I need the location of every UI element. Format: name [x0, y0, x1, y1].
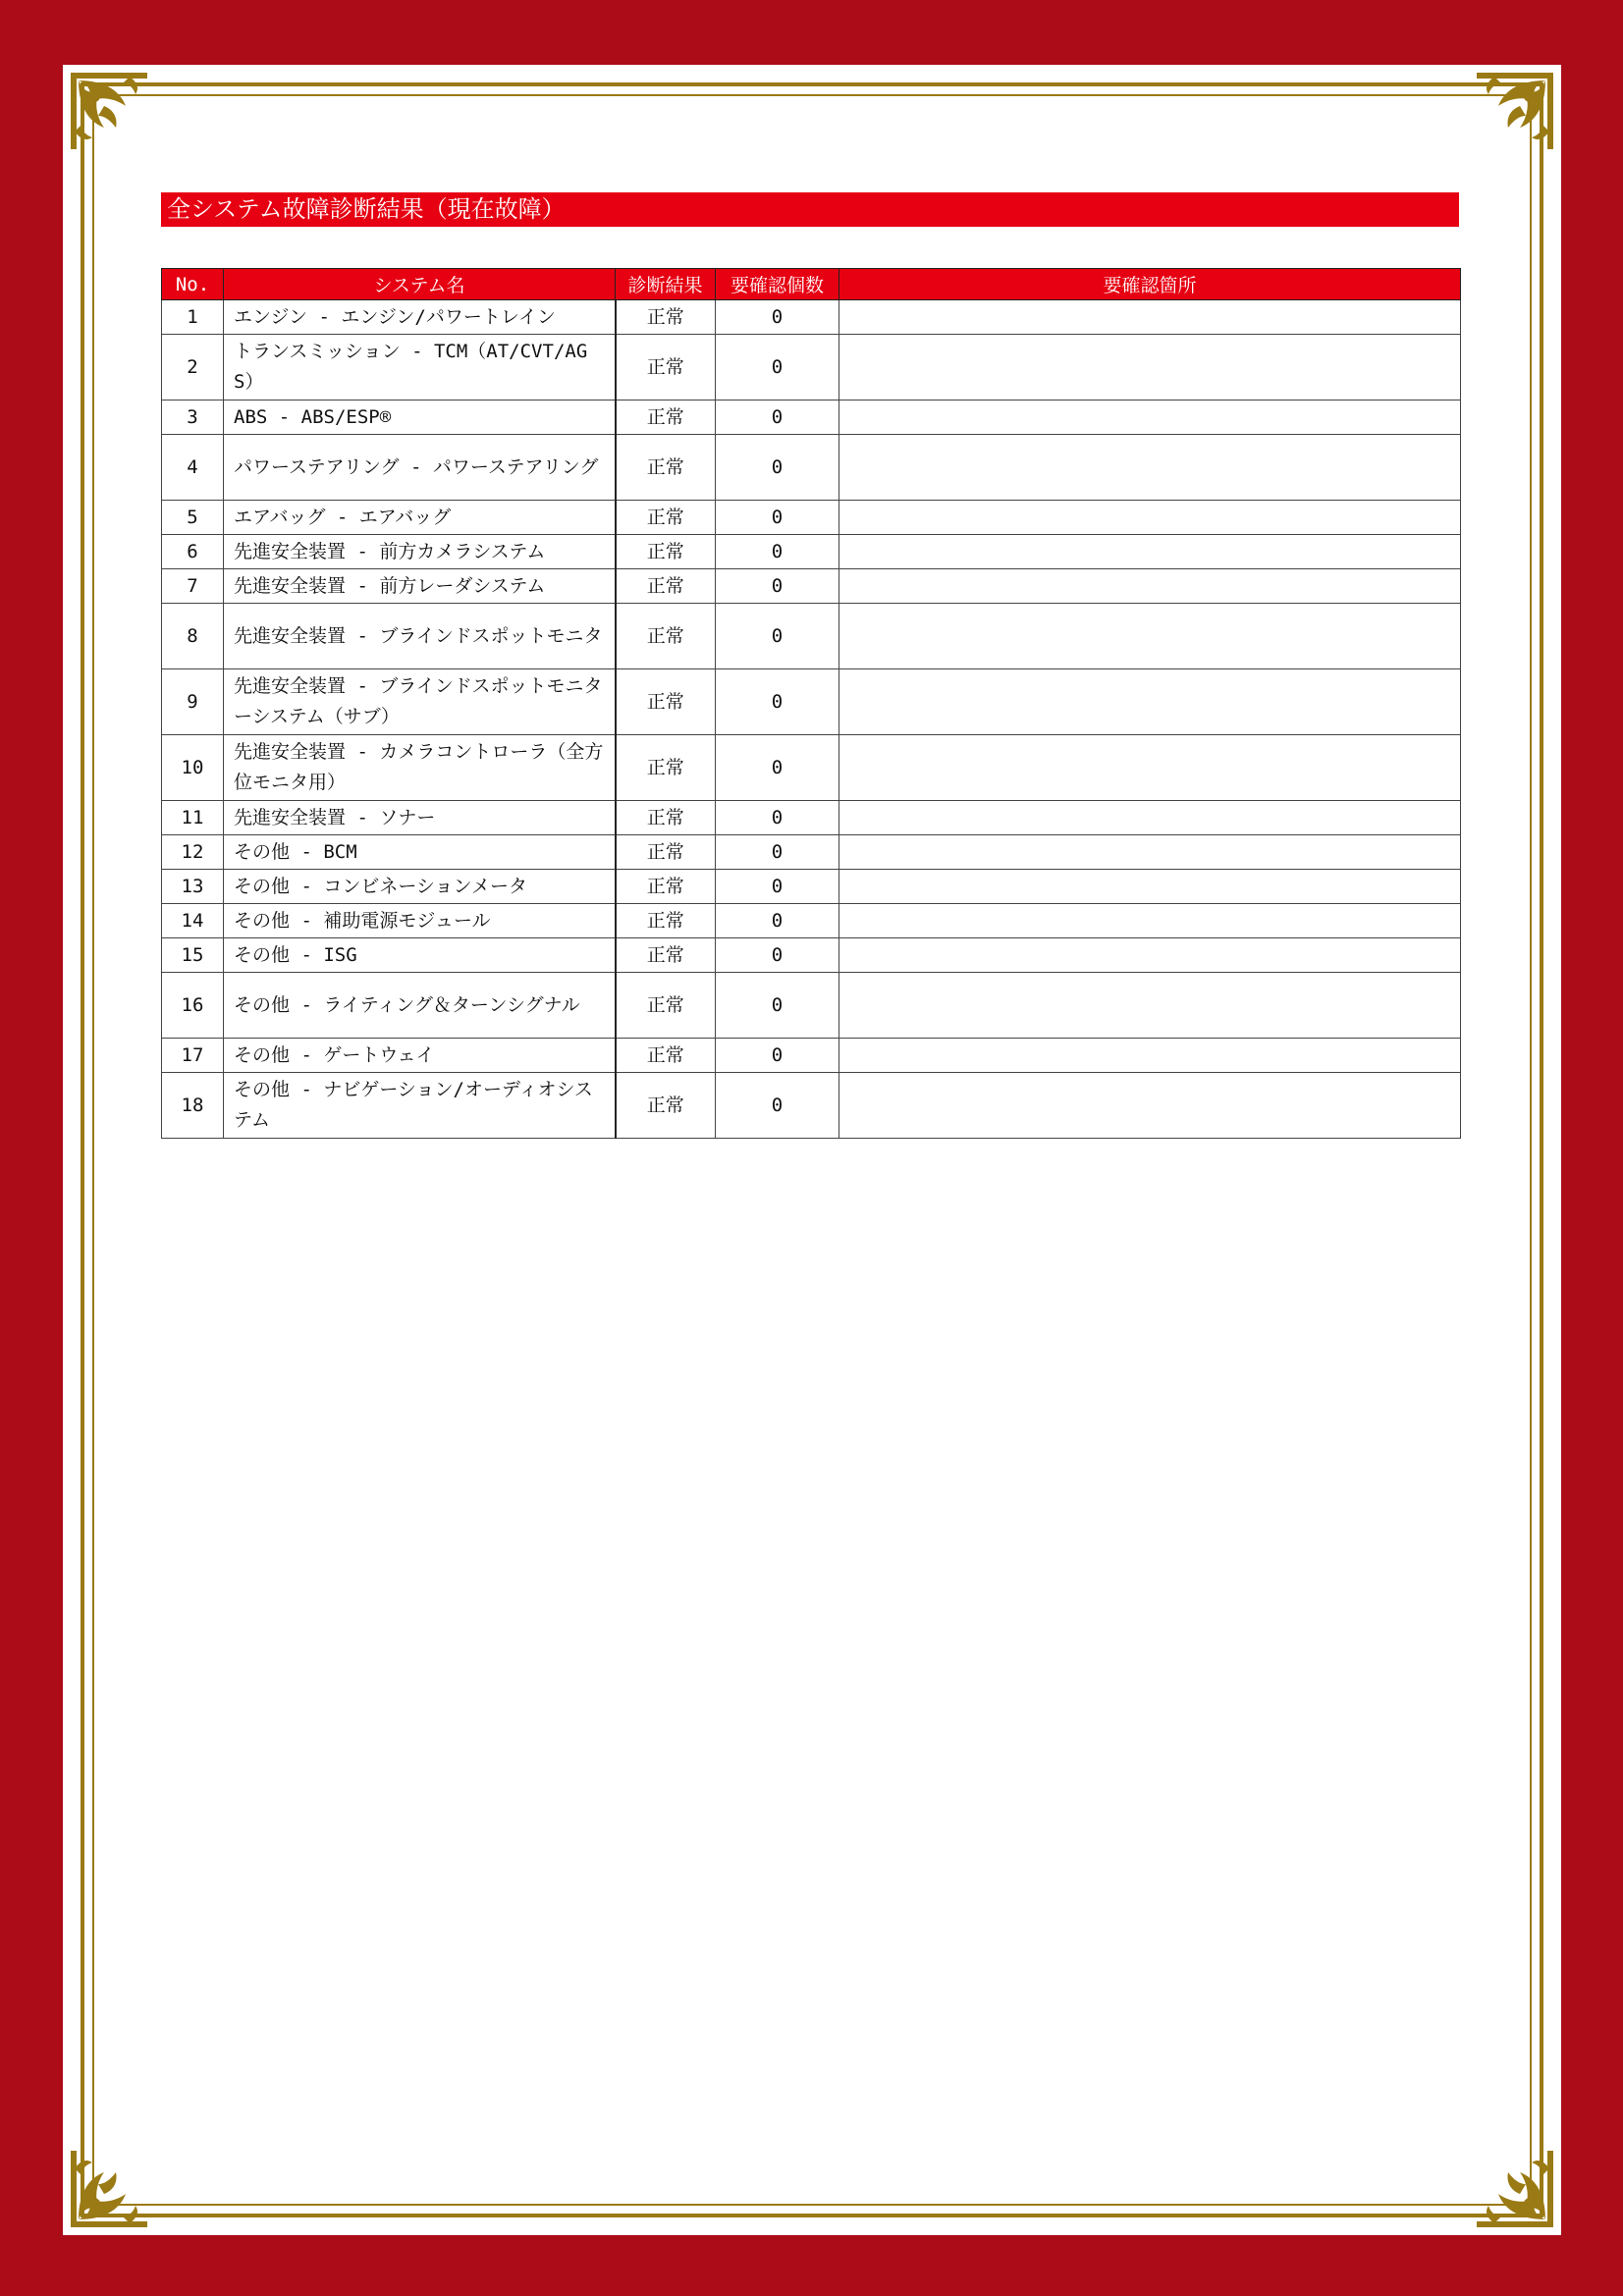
row-count: 0	[716, 801, 839, 835]
row-location	[839, 973, 1461, 1039]
row-location	[839, 300, 1461, 335]
corner-ornament-icon	[65, 2145, 153, 2233]
row-count: 0	[716, 669, 839, 735]
row-system-name: パワーステアリング - パワーステアリング	[224, 435, 616, 501]
row-system-name: エンジン - エンジン/パワートレイン	[224, 300, 616, 335]
corner-ornament-icon	[1471, 2145, 1559, 2233]
row-location	[839, 801, 1461, 835]
row-no: 7	[162, 569, 224, 604]
row-location	[839, 938, 1461, 973]
row-result: 正常	[616, 870, 716, 904]
row-system-name: その他 - コンビネーションメータ	[224, 870, 616, 904]
row-system-name: その他 - ISG	[224, 938, 616, 973]
header-system-name: システム名	[224, 269, 616, 300]
row-no: 15	[162, 938, 224, 973]
row-location	[839, 870, 1461, 904]
row-system-name: 先進安全装置 - ブラインドスポットモニターシステム（サブ）	[224, 669, 616, 735]
row-no: 3	[162, 400, 224, 435]
row-location	[839, 735, 1461, 801]
row-location	[839, 669, 1461, 735]
row-no: 13	[162, 870, 224, 904]
row-system-name: その他 - 補助電源モジュール	[224, 904, 616, 938]
row-system-name: その他 - ナビゲーション/オーディオシステム	[224, 1073, 616, 1139]
row-result: 正常	[616, 801, 716, 835]
row-no: 14	[162, 904, 224, 938]
row-count: 0	[716, 735, 839, 801]
table-row	[162, 335, 1461, 400]
row-result: 正常	[616, 604, 716, 669]
section-title: 全システム故障診断結果（現在故障）	[161, 192, 1459, 227]
table-row	[162, 1039, 1461, 1073]
row-system-name: トランスミッション - TCM（AT/CVT/AGS）	[224, 335, 616, 400]
row-location	[839, 604, 1461, 669]
diagnosis-table	[161, 268, 1461, 1139]
table-row	[162, 801, 1461, 835]
row-system-name: その他 - ライティング＆ターンシグナル	[224, 973, 616, 1039]
row-count: 0	[716, 604, 839, 669]
row-no: 4	[162, 435, 224, 501]
table-row	[162, 735, 1461, 801]
row-count: 0	[716, 973, 839, 1039]
table-row	[162, 835, 1461, 870]
table-row	[162, 938, 1461, 973]
row-count: 0	[716, 501, 839, 535]
row-system-name: ABS - ABS/ESP®	[224, 400, 616, 435]
table-row	[162, 1073, 1461, 1139]
row-result: 正常	[616, 335, 716, 400]
row-count: 0	[716, 1039, 839, 1073]
row-no: 6	[162, 535, 224, 569]
row-system-name: 先進安全装置 - ソナー	[224, 801, 616, 835]
row-system-name: エアバッグ - エアバッグ	[224, 501, 616, 535]
header-check-location: 要確認箇所	[839, 269, 1461, 300]
row-location	[839, 1073, 1461, 1139]
row-no: 9	[162, 669, 224, 735]
row-no: 17	[162, 1039, 224, 1073]
header-check-count: 要確認個数	[716, 269, 839, 300]
row-system-name: 先進安全装置 - 前方レーダシステム	[224, 569, 616, 604]
table-row	[162, 435, 1461, 501]
row-result: 正常	[616, 1039, 716, 1073]
table-row	[162, 973, 1461, 1039]
row-location	[839, 501, 1461, 535]
row-result: 正常	[616, 973, 716, 1039]
row-count: 0	[716, 938, 839, 973]
row-count: 0	[716, 1073, 839, 1139]
row-result: 正常	[616, 1073, 716, 1139]
row-count: 0	[716, 300, 839, 335]
row-result: 正常	[616, 501, 716, 535]
row-no: 1	[162, 300, 224, 335]
row-no: 5	[162, 501, 224, 535]
row-result: 正常	[616, 669, 716, 735]
row-no: 12	[162, 835, 224, 870]
table-row	[162, 501, 1461, 535]
table-row	[162, 870, 1461, 904]
corner-ornament-icon	[1471, 67, 1559, 155]
row-no: 8	[162, 604, 224, 669]
row-count: 0	[716, 335, 839, 400]
row-location	[839, 569, 1461, 604]
row-result: 正常	[616, 400, 716, 435]
row-location	[839, 335, 1461, 400]
row-count: 0	[716, 569, 839, 604]
table-row	[162, 400, 1461, 435]
row-result: 正常	[616, 435, 716, 501]
table-row	[162, 569, 1461, 604]
row-result: 正常	[616, 835, 716, 870]
row-location	[839, 1039, 1461, 1073]
table-header-row	[162, 269, 1461, 300]
row-no: 11	[162, 801, 224, 835]
row-system-name: 先進安全装置 - カメラコントローラ（全方位モニタ用）	[224, 735, 616, 801]
table-row	[162, 604, 1461, 669]
row-result: 正常	[616, 735, 716, 801]
report-page	[63, 65, 1561, 2235]
row-no: 16	[162, 973, 224, 1039]
row-result: 正常	[616, 535, 716, 569]
table-row	[162, 300, 1461, 335]
row-location	[839, 435, 1461, 501]
table-row	[162, 535, 1461, 569]
corner-ornament-icon	[65, 67, 153, 155]
table-row	[162, 669, 1461, 735]
row-system-name: 先進安全装置 - ブラインドスポットモニタ	[224, 604, 616, 669]
row-result: 正常	[616, 938, 716, 973]
row-system-name: 先進安全装置 - 前方カメラシステム	[224, 535, 616, 569]
row-count: 0	[716, 535, 839, 569]
header-no: No.	[162, 269, 224, 300]
row-count: 0	[716, 400, 839, 435]
row-count: 0	[716, 835, 839, 870]
row-result: 正常	[616, 904, 716, 938]
row-location	[839, 904, 1461, 938]
row-count: 0	[716, 904, 839, 938]
row-location	[839, 835, 1461, 870]
row-location	[839, 535, 1461, 569]
row-location	[839, 400, 1461, 435]
row-system-name: その他 - ゲートウェイ	[224, 1039, 616, 1073]
row-no: 2	[162, 335, 224, 400]
row-no: 18	[162, 1073, 224, 1139]
table-row	[162, 904, 1461, 938]
row-count: 0	[716, 435, 839, 501]
row-system-name: その他 - BCM	[224, 835, 616, 870]
row-count: 0	[716, 870, 839, 904]
row-result: 正常	[616, 569, 716, 604]
row-no: 10	[162, 735, 224, 801]
row-result: 正常	[616, 300, 716, 335]
header-result: 診断結果	[616, 269, 716, 300]
